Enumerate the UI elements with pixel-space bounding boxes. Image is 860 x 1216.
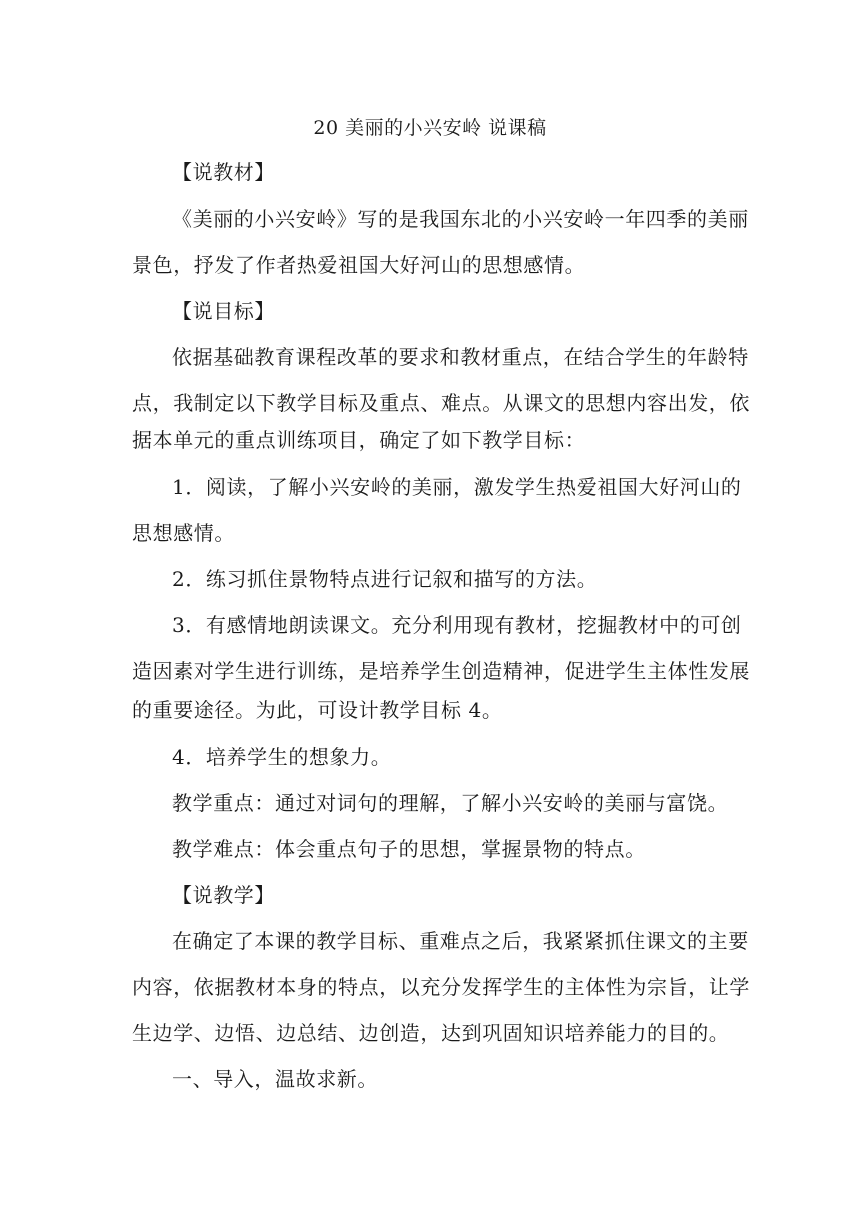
section-heading-textbook: 【说教材】: [172, 160, 275, 184]
paragraph-line: 依据基础教育课程改革的要求和教材重点，在结合学生的年龄特: [172, 345, 749, 369]
paragraph-line: 点，我制定以下教学目标及重点、难点。从课文的思想内容出发，依: [132, 391, 750, 415]
goal-item-2: 2．练习抓住景物特点进行记叙和描写的方法。: [172, 567, 598, 591]
paragraph-line: 《美丽的小兴安岭》写的是我国东北的小兴安岭一年四季的美丽: [172, 207, 749, 231]
goal-item-3-continued: 的重要途径。为此，可设计教学目标 4。: [132, 698, 503, 722]
goal-item-4: 4．培养学生的想象力。: [172, 745, 392, 769]
teaching-focus: 教学重点：通过对词句的理解，了解小兴安岭的美丽与富饶。: [172, 791, 729, 815]
goal-item-1-continued: 思想感情。: [132, 521, 235, 545]
section-heading-teaching: 【说教学】: [172, 883, 275, 907]
goal-item-3-continued: 造因素对学生进行训练，是培养学生创造精神，促进学生主体性发展: [132, 659, 750, 683]
goal-item-3: 3．有感情地朗读课文。充分利用现有教材，挖掘教材中的可创: [172, 613, 742, 637]
goal-item-1: 1．阅读，了解小兴安岭的美丽，激发学生热爱祖国大好河山的: [172, 475, 742, 499]
step-heading: 一、导入，温故求新。: [172, 1067, 378, 1091]
paragraph-line: 景色，抒发了作者热爱祖国大好河山的思想感情。: [132, 253, 586, 277]
paragraph-line: 在确定了本课的教学目标、重难点之后，我紧紧抓住课文的主要: [172, 929, 749, 953]
paragraph-line: 内容，依据教材本身的特点，以充分发挥学生的主体性为宗旨，让学: [132, 975, 750, 999]
document-title: 20 美丽的小兴安岭 说课稿: [313, 117, 547, 139]
teaching-difficulty: 教学难点：体会重点句子的思想，掌握景物的特点。: [172, 837, 646, 861]
paragraph-line: 据本单元的重点训练项目，确定了如下教学目标：: [132, 428, 586, 452]
section-heading-goals: 【说目标】: [172, 299, 275, 323]
paragraph-line: 生边学、边悟、边总结、边创造，达到巩固知识培养能力的目的。: [132, 1021, 730, 1045]
